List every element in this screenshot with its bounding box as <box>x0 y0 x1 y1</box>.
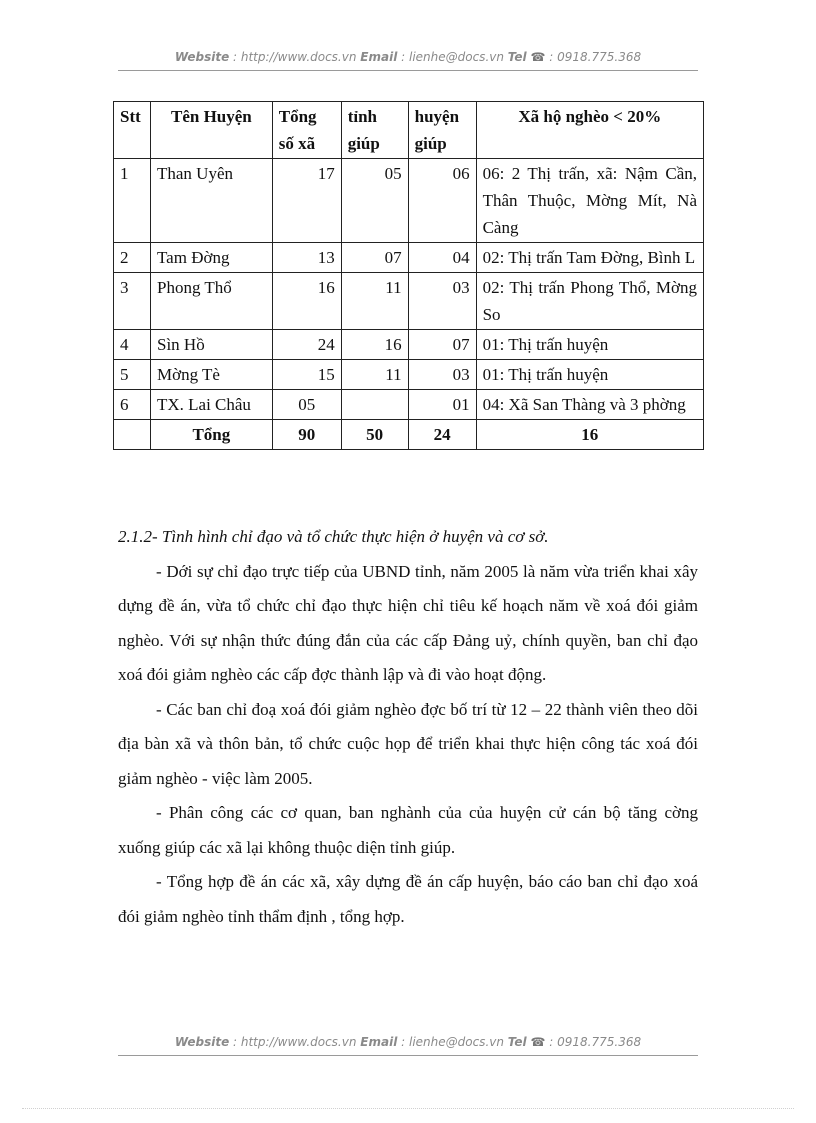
cell-district: 03 <box>408 360 476 390</box>
section-heading: 2.1.2- Tình hình chỉ đạo và tổ chức thực hiện ở huyện và cơ sở. <box>118 527 549 546</box>
poverty-table <box>113 101 704 450</box>
table-row <box>114 360 704 390</box>
col-header-province: tỉnh giúp <box>341 102 408 159</box>
email-address: : lienhe@docs.vn <box>397 50 508 64</box>
table-row <box>114 273 704 330</box>
website-label: Website <box>174 1035 230 1049</box>
page-bottom-divider <box>22 1108 794 1109</box>
col-header-total: Tổng số xã <box>272 102 341 159</box>
paragraph: - Tổng hợp đề án các xã, xây dựng đề án cấp huyện, báo cáo ban chỉ đạo xoá đói giảm nghèo tỉnh thẩm định , tổng hợp. <box>118 872 698 926</box>
cell-district: 03 <box>408 273 476 330</box>
table-header-row <box>114 102 704 159</box>
cell-communes: 06: 2 Thị trấn, xã: Nậm Cần, Thân Thuộc, Mờng Mít, Nà Càng <box>476 159 703 243</box>
page-footer <box>118 1035 698 1056</box>
cell-communes: 04: Xã San Thàng và 3 phờng <box>476 390 703 420</box>
col-header-name: Tên Huyện <box>150 102 272 159</box>
cell-stt: 5 <box>114 360 151 390</box>
website-label: Website <box>174 50 230 64</box>
cell-province: 11 <box>341 273 408 330</box>
col-header-district: huyện giúp <box>408 102 476 159</box>
cell-total: 15 <box>272 360 341 390</box>
cell-province: 05 <box>341 159 408 243</box>
tel-number: : 0918.775.368 <box>545 1035 642 1049</box>
table-total-row <box>114 420 704 450</box>
paragraph: - Phân công các cơ quan, ban nghành của của huyện cử cán bộ tăng cờng xuống giúp các xã lại không thuộc diện tỉnh giúp. <box>118 803 698 857</box>
cell-district: 07 <box>408 330 476 360</box>
col-header-stt: Stt <box>114 102 151 159</box>
cell-district: 01 <box>408 390 476 420</box>
email-label: Email <box>360 50 398 64</box>
email-label: Email <box>360 1035 398 1049</box>
cell-communes: 01: Thị trấn huyện <box>476 330 703 360</box>
col-header-communes: Xã hộ nghèo < 20% <box>476 102 703 159</box>
cell-total: 24 <box>272 330 341 360</box>
total-label: Tổng <box>150 420 272 450</box>
table-row <box>114 330 704 360</box>
total-province: 50 <box>341 420 408 450</box>
cell-total: 13 <box>272 243 341 273</box>
section-body <box>118 520 698 934</box>
cell-communes: 02: Thị trấn Tam Đờng, Bình L <box>476 243 703 273</box>
cell-stt: 4 <box>114 330 151 360</box>
cell-province <box>341 390 408 420</box>
cell-stt <box>114 420 151 450</box>
table-row <box>114 159 704 243</box>
website-url: : http://www.docs.vn <box>229 1035 361 1049</box>
cell-stt: 1 <box>114 159 151 243</box>
cell-province: 11 <box>341 360 408 390</box>
cell-communes: 02: Thị trấn Phong Thổ, Mờng So <box>476 273 703 330</box>
paragraph: - Dới sự chỉ đạo trực tiếp của UBND tỉnh, năm 2005 là năm vừa triển khai xây dựng đề án, vừa tổ chức chỉ đạo thực hiện chỉ tiêu kế hoạch năm về xoá đói giảm nghèo. Với sự nhận thức đúng đắn của các cấp Đảng uỷ, chính quyền, ban chỉ đạo xoá đói giảm nghèo các cấp đợc thành lập và đi vào hoạt động. <box>118 561 698 684</box>
cell-stt: 2 <box>114 243 151 273</box>
table-row <box>114 390 704 420</box>
website-url: : http://www.docs.vn <box>229 50 361 64</box>
cell-name: Sìn Hồ <box>150 330 272 360</box>
cell-district: 06 <box>408 159 476 243</box>
total-poor-communes: 16 <box>476 420 703 450</box>
cell-communes: 01: Thị trấn huyện <box>476 360 703 390</box>
cell-name: Phong Thổ <box>150 273 272 330</box>
cell-name: TX. Lai Châu <box>150 390 272 420</box>
cell-total: 16 <box>272 273 341 330</box>
email-address: : lienhe@docs.vn <box>397 1035 508 1049</box>
cell-province: 07 <box>341 243 408 273</box>
cell-province: 16 <box>341 330 408 360</box>
tel-label: Tel <box>507 50 527 64</box>
total-district: 24 <box>408 420 476 450</box>
cell-name: Mờng Tè <box>150 360 272 390</box>
cell-name: Than Uyên <box>150 159 272 243</box>
page-header <box>118 50 698 71</box>
cell-stt: 6 <box>114 390 151 420</box>
table-row <box>114 243 704 273</box>
tel-number: : 0918.775.368 <box>545 50 642 64</box>
cell-district: 04 <box>408 243 476 273</box>
paragraph: - Các ban chỉ đoạ xoá đói giảm nghèo đợc bố trí từ 12 – 22 thành viên theo dõi địa bàn xã và thôn bản, tổ chức cuộc họp để triển khai thực hiện công tác xoá đói giảm nghèo - việc làm 2005. <box>118 699 698 788</box>
cell-stt: 3 <box>114 273 151 330</box>
tel-label: Tel <box>507 1035 527 1049</box>
cell-name: Tam Đờng <box>150 243 272 273</box>
phone-icon: ☎ <box>530 50 546 64</box>
cell-total: 05 <box>272 390 341 420</box>
cell-total: 17 <box>272 159 341 243</box>
phone-icon: ☎ <box>530 1035 546 1049</box>
total-communes-count: 90 <box>272 420 341 450</box>
